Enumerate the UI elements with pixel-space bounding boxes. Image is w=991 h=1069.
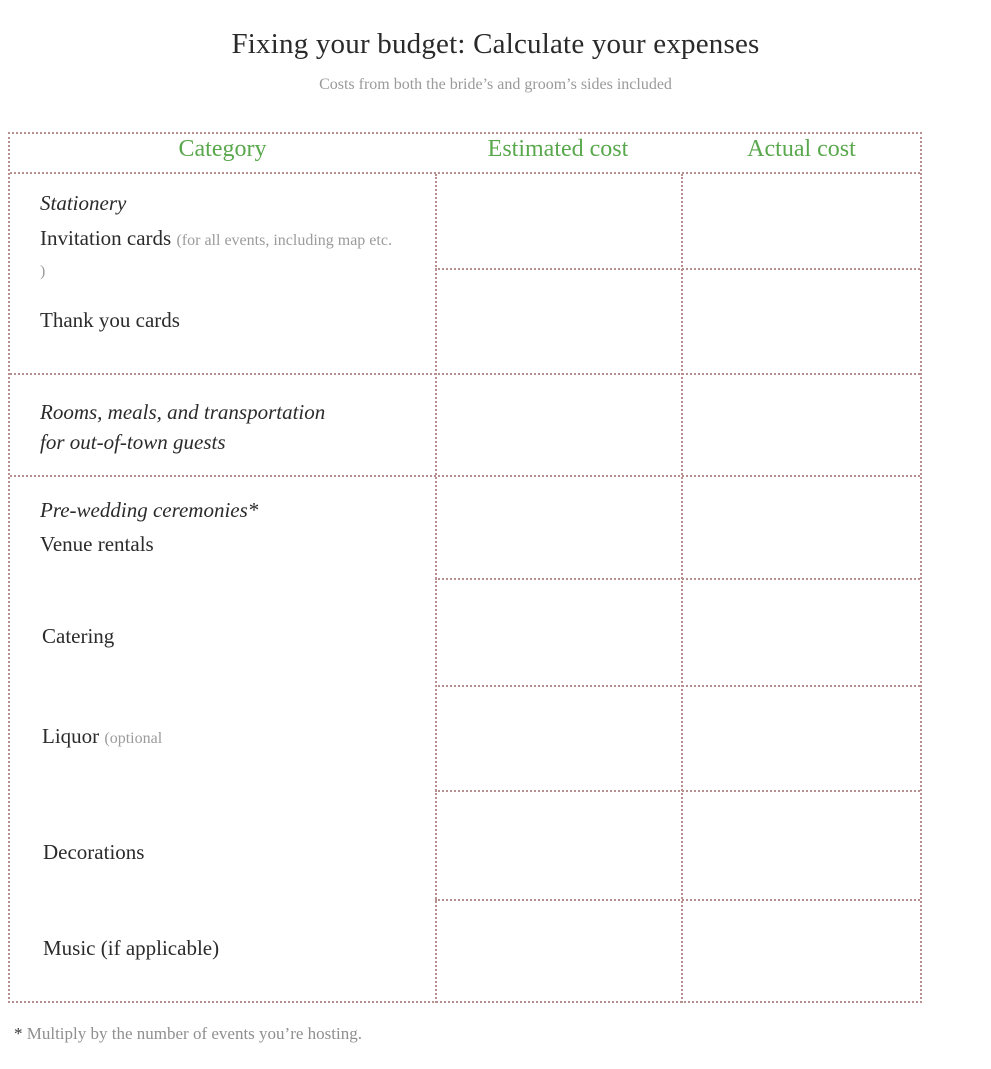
footnote: [14, 1024, 362, 1044]
decorations-label: Decorations: [43, 840, 145, 864]
header-divider: [10, 172, 920, 174]
column-divider-2: [681, 174, 683, 1003]
invitation-cards-text: Invitation cards: [40, 226, 172, 250]
page-title: Fixing your budget: Calculate your expenses: [231, 28, 760, 60]
liquor-text: Liquor: [42, 724, 100, 748]
header-actual-cost: Actual cost: [747, 136, 856, 162]
group-divider-2: [10, 475, 920, 477]
invitation-cards-label: [40, 224, 400, 286]
prewedding-heading: Pre-wedding ceremonies*: [40, 498, 259, 522]
catering-label: Catering: [42, 624, 115, 648]
page-subtitle: Costs from both the bride’s and groom’s sides included: [319, 76, 672, 93]
stationery-heading: Stationery: [40, 191, 127, 215]
header-estimated-cost: Estimated cost: [487, 136, 629, 162]
invitation-cards-note: (for all events, including map etc. ): [40, 232, 392, 280]
rooms-label-line1: Rooms, meals, and transportation: [40, 400, 326, 424]
footnote-star: *: [14, 1024, 23, 1043]
rooms-label-line2: for out-of-town guests: [40, 430, 226, 454]
row-divider-decorations: [435, 899, 920, 901]
group-divider-1: [10, 373, 920, 375]
liquor-label: [42, 722, 162, 753]
venue-rentals-label: Venue rentals: [40, 532, 154, 556]
row-divider-liquor: [435, 790, 920, 792]
thank-you-cards-label: Thank you cards: [40, 308, 180, 332]
liquor-note: (optional: [104, 730, 163, 747]
header-category: Category: [178, 136, 267, 162]
row-divider-catering: [435, 685, 920, 687]
row-divider-invitation: [435, 268, 920, 270]
column-divider-1: [435, 174, 437, 1003]
music-label: Music (if applicable): [43, 936, 220, 960]
footnote-text: Multiply by the number of events you’re hosting.: [22, 1024, 362, 1043]
row-divider-venue: [435, 578, 920, 580]
budget-table: [8, 132, 922, 1003]
